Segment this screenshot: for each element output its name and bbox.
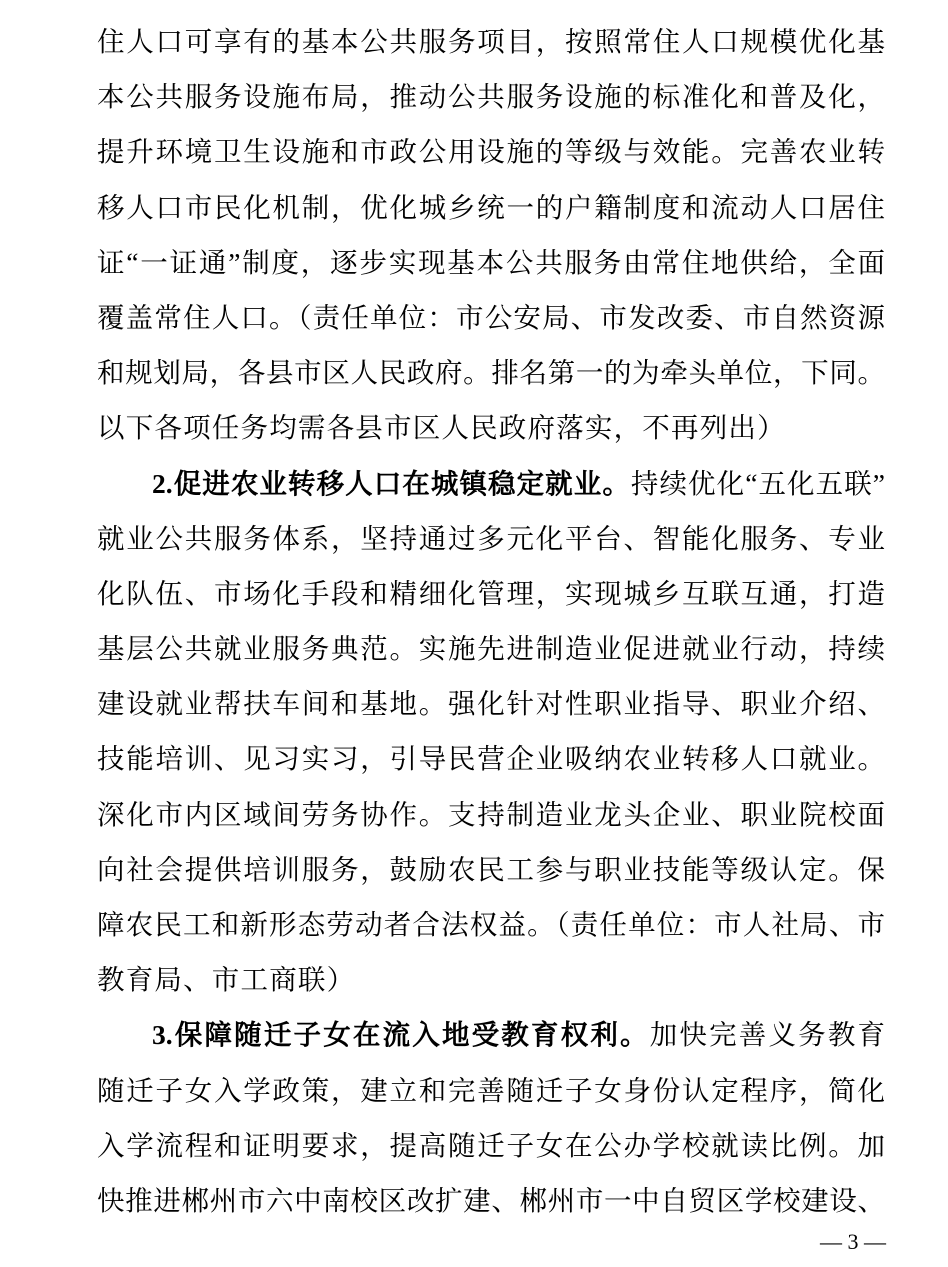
text-line: 入学流程和证明要求，提高随迁子女在公办学校就读比例。加 bbox=[97, 1129, 885, 1161]
text-line: 就业公共服务体系，坚持通过多元化平台、智能化服务、专业 bbox=[97, 522, 885, 554]
heading-line bbox=[97, 1007, 885, 1062]
text-line: 障农民工和新形态劳动者合法权益。（责任单位：市人社局、市 bbox=[97, 909, 885, 940]
text-line: 本公共服务设施布局，推动公共服务设施的标准化和普及化， bbox=[97, 81, 885, 113]
text-line: 技能培训、见习实习，引导民营企业吸纳农业转移人口就业。 bbox=[97, 743, 885, 775]
text-line: 移人口市民化机制，优化城乡统一的户籍制度和流动人口居住 bbox=[97, 191, 885, 223]
text-run: 加快完善义务教育 bbox=[649, 1019, 885, 1051]
text-line: 向社会提供培训服务，鼓励农民工参与职业技能等级认定。保 bbox=[97, 853, 885, 885]
paragraph-3 bbox=[97, 1007, 885, 1228]
paragraph-1 bbox=[97, 14, 885, 456]
text-line: 快推进郴州市六中南校区改扩建、郴州市一中自贸区学校建设、 bbox=[97, 1184, 885, 1216]
text-line: 基层公共就业服务典范。实施先进制造业促进就业行动，持续 bbox=[97, 633, 885, 665]
text-line: 提升环境卫生设施和市政公用设施的等级与效能。完善农业转 bbox=[97, 136, 885, 168]
text-line: 证“一证通”制度，逐步实现基本公共服务由常住地供给，全面 bbox=[97, 246, 885, 278]
text-line: 深化市内区域间劳务协作。支持制造业龙头企业、职业院校面 bbox=[97, 798, 885, 830]
text-line: 以下各项任务均需各县市区人民政府落实，不再列出） bbox=[97, 412, 786, 444]
text-line: 和规划局，各县市区人民政府。排名第一的为牵头单位，下同。 bbox=[97, 357, 885, 389]
text-line: 化队伍、市场化手段和精细化管理，实现城乡互联互通，打造 bbox=[97, 577, 885, 609]
page-number: — 3 — bbox=[820, 1229, 886, 1254]
text-line: 覆盖常住人口。（责任单位：市公安局、市发改委、市自然资源 bbox=[97, 301, 885, 333]
document-body bbox=[97, 14, 885, 1228]
text-line: 随迁子女入学政策，建立和完善随迁子女身份认定程序，简化 bbox=[97, 1074, 885, 1106]
text-line: 住人口可享有的基本公共服务项目，按照常住人口规模优化基 bbox=[97, 26, 885, 57]
paragraph-2 bbox=[97, 456, 885, 1008]
text-line: 教育局、市工商联） bbox=[97, 964, 356, 996]
text-line: 建设就业帮扶车间和基地。强化针对性职业指导、职业介绍、 bbox=[97, 688, 885, 720]
section-heading: 3.保障随迁子女在流入地受教育权利。 bbox=[152, 1019, 650, 1051]
section-heading: 2.促进农业转移人口在城镇稳定就业。 bbox=[152, 467, 631, 499]
text-run: 持续优化“五化五联” bbox=[630, 467, 885, 499]
heading-line bbox=[97, 456, 885, 511]
